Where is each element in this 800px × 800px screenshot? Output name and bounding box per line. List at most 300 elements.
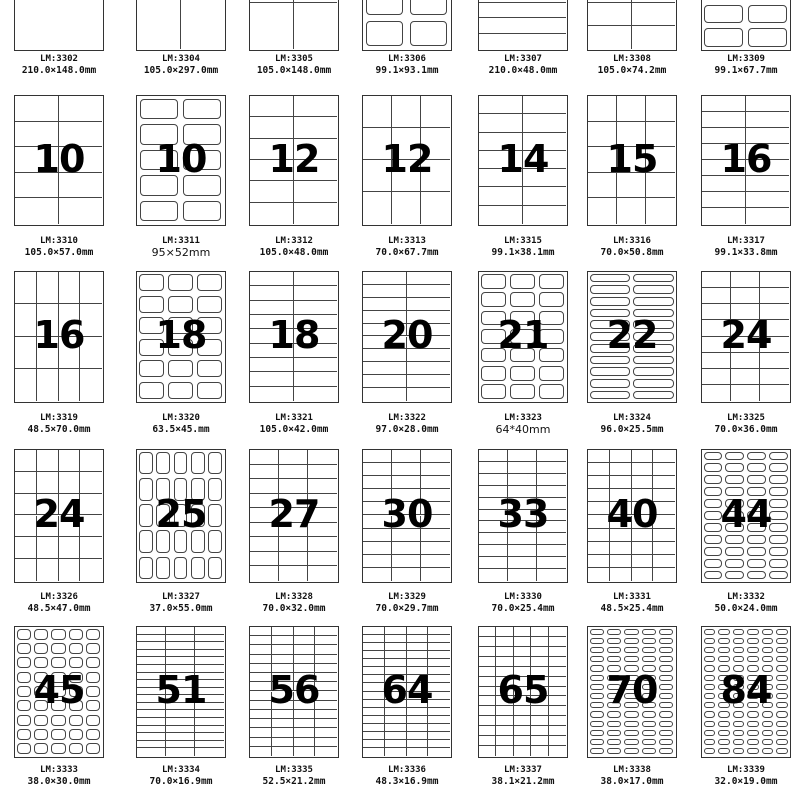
label-count: 30 [381, 492, 433, 536]
label-cell [590, 638, 604, 644]
label-sheet-preview [362, 0, 452, 51]
label-cell [37, 369, 59, 401]
label-dimensions: 38.1×21.2mm [491, 776, 555, 787]
label-cell [549, 647, 566, 657]
label-cell [632, 529, 654, 542]
label-cell [15, 369, 37, 401]
label-template-card[interactable] [478, 271, 568, 437]
label-cell [37, 304, 59, 336]
label-cell [610, 555, 632, 568]
label-cell [479, 114, 523, 132]
template-code: LM:3316 [613, 236, 651, 246]
label-cell [407, 643, 429, 651]
label-cell [363, 700, 385, 708]
label-cell [363, 160, 392, 192]
template-code: LM:3329 [388, 592, 426, 602]
label-template-card[interactable] [701, 626, 791, 789]
label-cell [725, 547, 744, 556]
label-cell [428, 675, 450, 683]
label-cell [421, 450, 450, 463]
label-cell [183, 201, 221, 221]
label-count: 56 [268, 668, 320, 712]
label-cell [428, 708, 450, 716]
label-cell [624, 665, 638, 671]
label-cell [191, 452, 205, 475]
label-cell [747, 711, 759, 717]
label-cell [250, 537, 279, 552]
label-cell [294, 738, 316, 747]
label-cell [183, 124, 221, 144]
label-count: 21 [497, 313, 549, 357]
label-cell [704, 571, 723, 580]
label-cell [479, 521, 508, 533]
label-cell [496, 687, 513, 697]
label-cell [37, 337, 59, 369]
label-cell [617, 122, 646, 148]
label-cell [392, 160, 421, 192]
label-cell [407, 683, 429, 691]
label-cell [250, 96, 294, 117]
label-cell [166, 733, 195, 741]
label-template-card[interactable] [701, 0, 791, 78]
label-cell [59, 494, 81, 516]
label-template-card[interactable] [478, 95, 568, 260]
label-cell [37, 559, 59, 581]
label-cell [479, 462, 508, 474]
label-cell [633, 285, 674, 294]
label-cell [760, 272, 789, 288]
label-cell [34, 700, 48, 711]
label-cell [421, 502, 450, 515]
label-cell [363, 298, 407, 311]
label-cell [428, 651, 450, 659]
label-cell [760, 304, 789, 320]
label-cell [195, 680, 224, 688]
label-cell [718, 665, 730, 671]
label-cell [479, 34, 566, 50]
label-template-card[interactable] [14, 449, 104, 616]
label-cell [702, 385, 731, 401]
label-cell [139, 382, 164, 399]
label-dimensions: 48.3×16.9mm [375, 776, 439, 787]
label-template-card[interactable] [249, 0, 339, 78]
label-cell [549, 687, 566, 697]
label-cell [776, 739, 788, 745]
label-cell [51, 700, 65, 711]
label-cell [718, 629, 730, 635]
label-cell [137, 650, 166, 658]
label-cell [549, 637, 566, 647]
label-cell [762, 702, 774, 708]
label-cell [166, 635, 195, 643]
label-sheet-preview [587, 271, 677, 403]
label-template-card[interactable] [136, 95, 226, 260]
label-cell [166, 650, 195, 658]
label-cell [633, 332, 674, 341]
label-cell [508, 462, 537, 474]
label-cell [59, 369, 81, 401]
label-cell [479, 557, 508, 569]
label-cell [704, 739, 716, 745]
label-cell [308, 450, 337, 465]
label-cell [37, 516, 59, 538]
label-cell [733, 684, 745, 690]
label-cell [37, 494, 59, 516]
label-cell [137, 0, 181, 49]
label-cell [385, 683, 407, 691]
label-cell [704, 559, 723, 568]
label-cell [514, 677, 531, 687]
label-cell [385, 651, 407, 659]
label-cell [428, 659, 450, 667]
label-template-card[interactable] [587, 0, 677, 78]
label-cell [15, 537, 37, 559]
label-cell [496, 667, 513, 677]
label-template-card[interactable] [587, 95, 677, 260]
label-cell [86, 672, 100, 683]
label-cell [156, 478, 170, 501]
label-cell [731, 288, 760, 304]
label-cell [407, 627, 429, 635]
label-cell [59, 472, 81, 494]
label-sheet-preview [362, 271, 452, 403]
label-cell [137, 680, 166, 688]
label-cell [508, 510, 537, 522]
label-cell [59, 337, 81, 369]
label-cell [718, 638, 730, 644]
label-template-card[interactable] [362, 0, 452, 78]
label-cell [702, 208, 746, 224]
label-cell [86, 743, 100, 754]
label-cell [479, 627, 496, 637]
label-cell [250, 387, 294, 401]
label-count: 51 [155, 668, 207, 712]
label-cell [508, 474, 537, 486]
label-cell [421, 160, 450, 192]
label-cell [363, 349, 407, 362]
label-cell [363, 651, 385, 659]
label-cell [69, 657, 83, 668]
label-cell [191, 504, 205, 527]
label-template-card[interactable] [14, 626, 104, 789]
label-cell [250, 494, 279, 509]
label-cell [653, 542, 675, 555]
label-cell [747, 730, 759, 736]
label-cell [15, 559, 37, 581]
label-dimensions: 64*40mm [495, 423, 551, 436]
label-cell [531, 687, 548, 697]
label-cell [733, 739, 745, 745]
label-cell [139, 452, 153, 475]
label-cell [607, 721, 621, 727]
label-cell [315, 636, 337, 645]
label-cell [294, 344, 338, 358]
label-cell [140, 150, 178, 170]
label-cell [704, 675, 716, 681]
label-cell [539, 384, 564, 399]
label-cell [421, 128, 450, 160]
label-cell [86, 686, 100, 697]
label-cell [15, 304, 37, 336]
label-cell [718, 693, 730, 699]
label-cell [747, 684, 759, 690]
label-cell [421, 192, 450, 224]
label-cell [725, 511, 744, 520]
label-cell [610, 476, 632, 489]
label-cell [733, 647, 745, 653]
label-cell [747, 665, 759, 671]
label-cell [363, 324, 407, 337]
label-dimensions: 52.5×21.2mm [262, 776, 326, 787]
label-cell [659, 739, 673, 745]
label-cell [537, 486, 566, 498]
label-cell [410, 0, 447, 15]
label-cell [508, 569, 537, 581]
label-cell [407, 724, 429, 732]
label-cell [195, 733, 224, 741]
label-cell [590, 274, 631, 283]
label-cell [642, 665, 656, 671]
label-cell [166, 680, 195, 688]
label-template-card[interactable] [478, 0, 568, 78]
label-cell [137, 703, 166, 711]
label-cell [733, 638, 745, 644]
label-cell [80, 516, 102, 538]
label-cell [610, 529, 632, 542]
label-template-card[interactable] [136, 449, 226, 616]
label-count: 22 [606, 313, 658, 357]
label-cell [653, 489, 675, 502]
label-cell [549, 677, 566, 687]
label-template-card[interactable] [136, 0, 226, 78]
label-dimensions: 99.1×38.1mm [491, 247, 555, 258]
label-cell [363, 502, 392, 515]
label-cell [539, 311, 564, 326]
label-cell [166, 748, 195, 756]
label-cell [704, 702, 716, 708]
label-cell [294, 636, 316, 645]
label-cell [642, 721, 656, 727]
label-cell [250, 645, 272, 654]
label-cell [421, 529, 450, 542]
label-cell [588, 26, 632, 49]
label-cell [59, 198, 103, 224]
label-cell [624, 684, 638, 690]
label-sheet-preview [701, 449, 791, 583]
label-cell [308, 537, 337, 552]
label-template-card[interactable] [362, 95, 452, 260]
label-cell [392, 450, 421, 463]
template-code: LM:3333 [40, 765, 78, 775]
label-cell [250, 203, 294, 224]
label-cell [195, 703, 224, 711]
label-cell [37, 450, 59, 472]
label-template-card[interactable] [701, 271, 791, 437]
label-cell [510, 384, 535, 399]
label-cell [607, 656, 621, 662]
label-cell [479, 206, 523, 224]
label-sheet-preview [14, 626, 104, 758]
label-cell [407, 388, 451, 401]
label-cell [407, 272, 451, 285]
label-cell [15, 272, 37, 304]
template-code: LM:3317 [727, 236, 765, 246]
label-cell [642, 711, 656, 717]
label-template-card[interactable] [136, 626, 226, 789]
label-cell [549, 667, 566, 677]
label-cell [549, 706, 566, 716]
label-template-card[interactable] [362, 626, 452, 789]
label-cell [479, 696, 496, 706]
label-template-card[interactable] [136, 271, 226, 437]
label-cell [250, 479, 279, 494]
label-template-card[interactable] [587, 271, 677, 437]
label-cell [610, 489, 632, 502]
label-cell [250, 3, 294, 50]
label-cell [479, 657, 496, 667]
label-cell [659, 748, 673, 754]
label-template-card[interactable] [362, 449, 452, 616]
label-cell [760, 337, 789, 353]
label-template-card[interactable] [249, 271, 339, 437]
label-cell [747, 463, 766, 472]
label-cell [139, 274, 164, 291]
label-cell [272, 738, 294, 747]
label-cell [272, 682, 294, 691]
label-cell [272, 710, 294, 719]
label-template-card[interactable] [14, 0, 104, 78]
label-template-card[interactable] [478, 626, 568, 789]
label-cell [496, 716, 513, 726]
label-cell [508, 450, 537, 462]
label-cell [607, 647, 621, 653]
label-cell [632, 463, 654, 476]
label-count: 16 [33, 313, 85, 357]
label-cell [410, 21, 447, 46]
label-cell [479, 510, 508, 522]
label-cell [746, 128, 790, 144]
label-cell [624, 739, 638, 745]
label-cell [642, 647, 656, 653]
label-cell [294, 272, 338, 286]
label-cell [407, 740, 429, 748]
label-cell [363, 659, 385, 667]
label-cell [746, 192, 790, 208]
label-cell [294, 701, 316, 710]
label-cell [633, 320, 674, 329]
label-template-card[interactable] [701, 95, 791, 260]
label-template-card[interactable] [587, 449, 677, 616]
label-template-card[interactable] [478, 449, 568, 616]
label-cell [195, 695, 224, 703]
label-cell [197, 360, 222, 377]
label-cell [747, 487, 766, 496]
label-cell [607, 739, 621, 745]
label-cell [363, 529, 392, 542]
label-cell [531, 677, 548, 687]
template-code: LM:3302 [40, 54, 78, 64]
label-cell [632, 568, 654, 581]
label-sheet-preview [249, 449, 339, 583]
label-cell [704, 511, 723, 520]
label-cell [250, 664, 272, 673]
label-cell [139, 360, 164, 377]
label-cell [166, 718, 195, 726]
label-cell [762, 711, 774, 717]
label-cell [181, 0, 225, 49]
label-cell [776, 711, 788, 717]
label-cell [588, 3, 632, 26]
label-cell [195, 673, 224, 681]
label-cell [617, 147, 646, 173]
label-cell [385, 675, 407, 683]
label-template-card[interactable] [249, 95, 339, 260]
label-cell [760, 385, 789, 401]
label-template-card[interactable] [249, 626, 339, 789]
label-cell [588, 96, 617, 122]
label-cell [590, 730, 604, 736]
label-cell [250, 701, 272, 710]
label-cell [588, 147, 617, 173]
label-cell [17, 672, 31, 683]
label-template-card[interactable] [701, 449, 791, 616]
label-cell [731, 320, 760, 336]
template-code: LM:3323 [504, 413, 542, 423]
label-template-card[interactable] [362, 271, 452, 437]
label-cell [191, 557, 205, 580]
label-cell [610, 542, 632, 555]
label-cell [590, 379, 631, 388]
label-template-card[interactable] [249, 449, 339, 616]
label-cell [137, 627, 166, 635]
label-cell [642, 638, 656, 644]
label-cell [762, 693, 774, 699]
label-cell [769, 511, 788, 520]
label-template-card[interactable] [14, 95, 104, 260]
label-cell [731, 272, 760, 288]
label-cell [704, 535, 723, 544]
label-cell [747, 647, 759, 653]
label-cell [624, 702, 638, 708]
label-cell [496, 677, 513, 687]
label-cell [363, 692, 385, 700]
label-cell [632, 542, 654, 555]
label-cell [392, 476, 421, 489]
label-cell [762, 730, 774, 736]
template-code: LM:3308 [613, 54, 651, 64]
label-cell [646, 96, 675, 122]
label-cell [590, 332, 631, 341]
label-template-card[interactable] [587, 626, 677, 789]
label-cell [250, 465, 279, 480]
label-cell [747, 499, 766, 508]
label-cell [272, 673, 294, 682]
label-cell [718, 711, 730, 717]
label-cell [633, 309, 674, 318]
label-cell [704, 5, 743, 24]
label-cell [632, 476, 654, 489]
label-dimensions: 105.0×57.0mm [24, 247, 94, 258]
label-cell [718, 721, 730, 727]
label-cell [363, 362, 407, 375]
label-cell [174, 478, 188, 501]
label-cell [174, 452, 188, 475]
label-cell [514, 736, 531, 746]
label-cell [363, 542, 392, 555]
label-cell [168, 296, 193, 313]
label-cell [704, 665, 716, 671]
label-template-card[interactable] [14, 271, 104, 437]
